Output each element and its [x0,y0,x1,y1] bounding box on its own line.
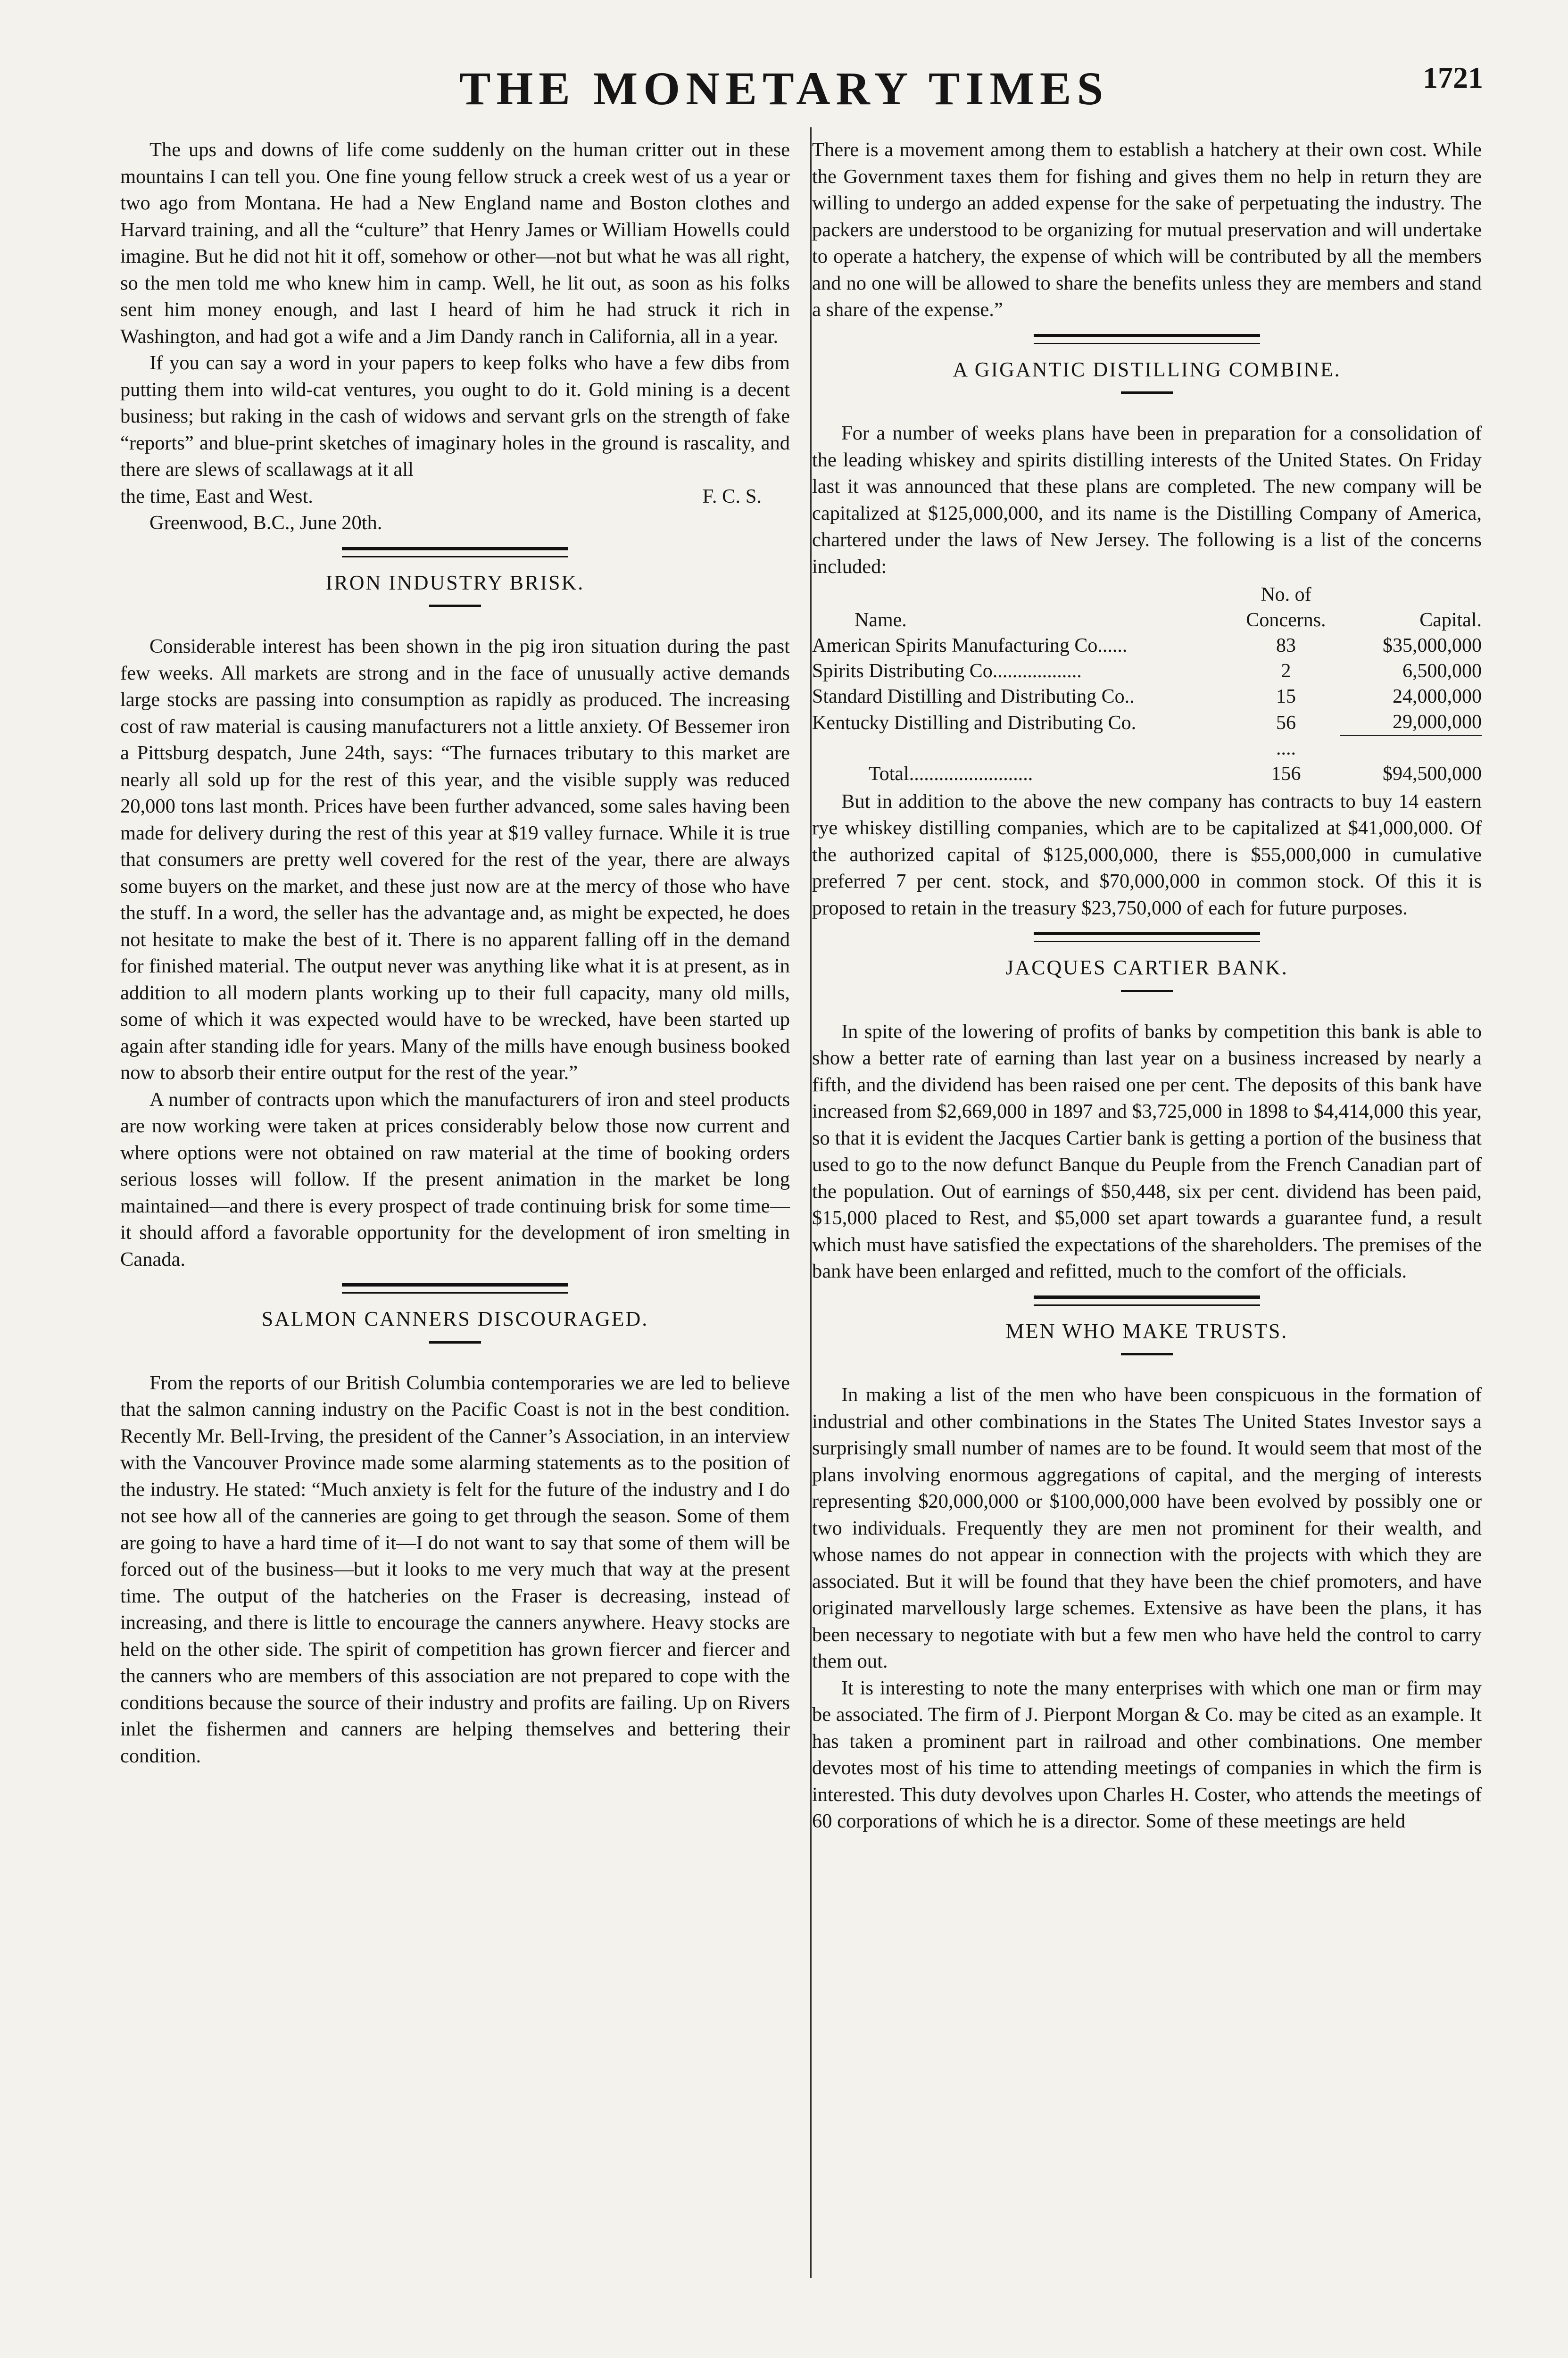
concern-name: Kentucky Distilling and Distributing Co. [812,712,1137,734]
heading-salmon-canners: SALMON CANNERS DISCOURAGED. [261,1307,649,1330]
letter-last-line: the time, East and West. [120,485,313,507]
letter-signature: F. C. S. [702,485,762,507]
total-label: Total......................... [869,763,1033,785]
letter-signoff [120,483,790,510]
page-header [0,0,1568,123]
total-count: 156 [1271,763,1301,785]
iron-paragraph: Considerable interest has been shown in the pig iron situation during the past few weeks. All markets are strong and in the face of unusually active demands large stocks are passing into consumption as rapidly as produced. The increasing cost of raw material is causing manufacturers not a little anxiety. Of Bessemer iron a Pittsburg despatch, June 24th, says: “The furnaces tributary to this market are nearly all sold up for the rest of this year, and the visible supply was reduced 20,000 tons last month. Prices have been further advanced, some sales having been made for delivery during the rest of this year at $19 valley furnace. While it is true that consumers are pretty well covered for the rest of the year, there are always some buyers on the market, and these just now are at the mercy of those who have the stuff. In a word, the seller has the advantage and, as might be expected, he does not hesitate to make the best of it. There is no apparent falling off in the demand for finished material. The output never was anything like what it is at present, as in addition to all modern plants working up to their full capacity, many old mills, some of which it was expected would have to be wrecked, have been started up again after standing idle for years. Many of the mills have enough business booked now to absorb their entire output for the rest of the year.” [120,635,790,1084]
heading-underline [429,605,481,607]
heading-distilling-combine: A GIGANTIC DISTILLING COMBINE. [953,357,1341,381]
concern-name: American Spirits Manufacturing Co...... [812,635,1128,656]
salmon-continued-paragraph: There is a movement among them to establish a hatchery at their own cost. While the Government taxes them for fishing and gives them no help in return they are willing to undergo an added expense for the sake of perpetuating the industry. The packers are understood to be organizing for mutual preservation and will undertake to operate a hatchery, the expense of which will be contributed by all the members and no one will be allowed to share the benefits unless they are members and stand a share of the expense.” [812,139,1482,321]
concern-count: 15 [1276,686,1296,707]
concern-count: 56 [1276,712,1296,734]
heading-underline [1121,391,1173,394]
page-number: 1721 [1423,61,1483,94]
distilling-intro: For a number of weeks plans have been in preparation for a consolidation of the leading whiskey and spirits distilling interests of the United States. On Friday last it was announced that these plans are completed. The new company will be capitalized at $125,000,000, and its name is the Distilling Company of America, chartered under the laws of New Jersey. The following is a list of the concerns included: [812,422,1482,578]
table-dots-row [812,736,1482,761]
section-rule [812,334,1482,344]
trusts-paragraph: In making a list of the men who have been conspicuous in the formation of industrial and other combinations in the States The United States Investor says a surprisingly small number of names are to be found. It would seem that most of the plans involving enormous aggregations of capital, and the merging of interests representing $20,000,000 or $100,000,000 have been evolved by possibly one or two individuals. Frequently they are men not prominent for their wealth, and whose names do not appear in connection with the projects with which they are associated. But it will be found that they have been the chief promoters, and have originated marvellously large schemes. Extensive as have been the plans, it has been necessary to negotiate with but a few men who have held the control to carry them out. [812,1384,1482,1672]
col-header-capital: Capital. [1419,609,1482,631]
dots-separator: .... [1276,737,1296,759]
heading-underline [1121,990,1173,992]
column-divider [810,127,812,2278]
left-column [120,137,790,1769]
concern-capital: 29,000,000 [1393,711,1482,733]
salmon-paragraph: From the reports of our British Columbia contemporaries we are led to believe that the salmon canning industry on the Pacific Coast is not in the best condition. Recently Mr. Bell-Irving, the president of the Canner’s Association, in an interview with the Vancouver Province made some alarming statements as to the position of the industry. He stated: “Much anxiety is felt for the future of the industry and I do not see how all of the canneries are going to get through the season. Some of them are going to have a hard time of it—I do not want to say that some of them will be forced out of the business—but it looks to me very much that way at the present time. The output of the hatcheries on the Fraser is decreasing, instead of increasing, and there is little to encourage the canners anywhere. Heavy stocks are held on the other side. The spirit of competition has grown fiercer and fiercer and the canners who are members of this association are not prepared to cope with the conditions because the source of their industry and profits are failing. Up on Rivers inlet the fishermen and canners are helping themselves and bettering their condition. [120,1371,790,1767]
table-row [812,709,1482,736]
distilling-after: But in addition to the above the new company has contracts to buy 14 eastern rye whiskey distilling companies, which are to be capitalized at $41,000,000. Of the authorized capital of $125,000,000, there is $55,000,000 in cumulative preferred 7 per cent. stock, and $70,000,000 in common stock. Of this it is proposed to retain in the treasury $23,750,000 of each for future purposes. [812,790,1482,919]
trusts-paragraph: It is interesting to note the many enterprises with which one man or firm may be associated. The firm of J. Pierpont Morgan & Co. may be cited as an example. It has taken a prominent part in railroad and other combinations. One member devotes most of his time to attending meetings of companies in which the firm is interested. This duty devolves upon Charles H. Coster, who attends the meetings of 60 corporations of which he is a director. Some of these meetings are held [812,1677,1482,1832]
table-row [812,658,1482,684]
table-row [812,684,1482,709]
section-rule [812,932,1482,942]
letter-paragraph: The ups and downs of life come suddenly on the human critter out in these mountains I can tell you. One fine young fellow struck a creek west of us a year or two ago from Montana. He had a New England name and Boston clothes and Harvard training, and all the “culture” that Henry James or William Howells could imagine. But he did not hit it off, somehow or other—not but what he was all right, so the men told me who knew him in camp. Well, he lit out, as soon as his folks sent him money enough, and last I heard of him he had struck it rich in Washington, and had got a wife and a Jim Dandy ranch in California, all in a year. [120,139,790,348]
total-capital: $94,500,000 [1383,763,1482,785]
heading-iron-industry: IRON INDUSTRY BRISK. [325,571,585,594]
col-header-name: Name. [855,609,907,631]
concerns-table-header [812,582,1482,633]
concern-name: Standard Distilling and Distributing Co.. [812,686,1135,707]
iron-paragraph: A number of contracts upon which the manufacturers of iron and steel products are now working were taken at prices considerably below those now current and where options were not obtained on raw material at the time of booking orders serious losses will follow. If the present animation in the market be long maintained—and there is every prospect of trade continuing brisk for some time—it should afford a favorable opportunity for the development of iron smelting in Canada. [120,1088,790,1270]
concern-capital: 24,000,000 [1393,686,1482,707]
concern-count: 83 [1276,635,1296,656]
concern-capital: 6,500,000 [1402,660,1482,682]
section-rule [120,1283,790,1294]
table-total-row [812,761,1482,787]
heading-jacques-cartier: JACQUES CARTIER BANK. [1005,956,1288,979]
section-rule [812,1295,1482,1306]
table-row [812,633,1482,658]
concern-name: Spirits Distributing Co.................. [812,660,1082,682]
masthead-title: THE MONETARY TIMES [459,62,1109,115]
section-rule [120,547,790,557]
letter-paragraph: If you can say a word in your papers to keep folks who have a few dibs from putting them into wild-cat ventures, you ought to do it. Gold mining is a decent business; but raking in the cash of widows and servant grls on the strength of fake “reports” and blue-print sketches of imaginary holes in the ground is rascality, and there are slews of scallawags at it all [120,352,790,481]
dateline: Greenwood, B.C., June 20th. [149,512,382,534]
concern-capital: $35,000,000 [1383,635,1482,656]
concerns-table [812,582,1482,787]
right-column [812,137,1482,1835]
cartier-paragraph: In spite of the lowering of profits of banks by competition this bank is able to show a better rate of earning than last year on a business increased by nearly a fifth, and the dividend has been raised one per cent. The deposits of this bank have increased from $2,669,000 in 1897 and $3,725,000 in 1898 to $4,414,000 this year, so that it is evident the Jacques Cartier bank is getting a portion of the business that used to go to the now defunct Banque du Peuple from the French Canadian part of the population. Out of earnings of $50,448, six per cent. dividend has been paid, $15,000 placed to Rest, and $5,000 set apart towards a guarantee fund, a result which must have satisfied the expectations of the shareholders. The premises of the bank have been enlarged and refitted, much to the comfort of the officials. [812,1020,1482,1282]
heading-underline [1121,1353,1173,1355]
col-header-concerns: No. of Concerns. [1246,584,1326,631]
heading-men-who-make-trusts: MEN WHO MAKE TRUSTS. [1005,1319,1288,1343]
concern-count: 2 [1281,660,1291,682]
heading-underline [429,1341,481,1344]
